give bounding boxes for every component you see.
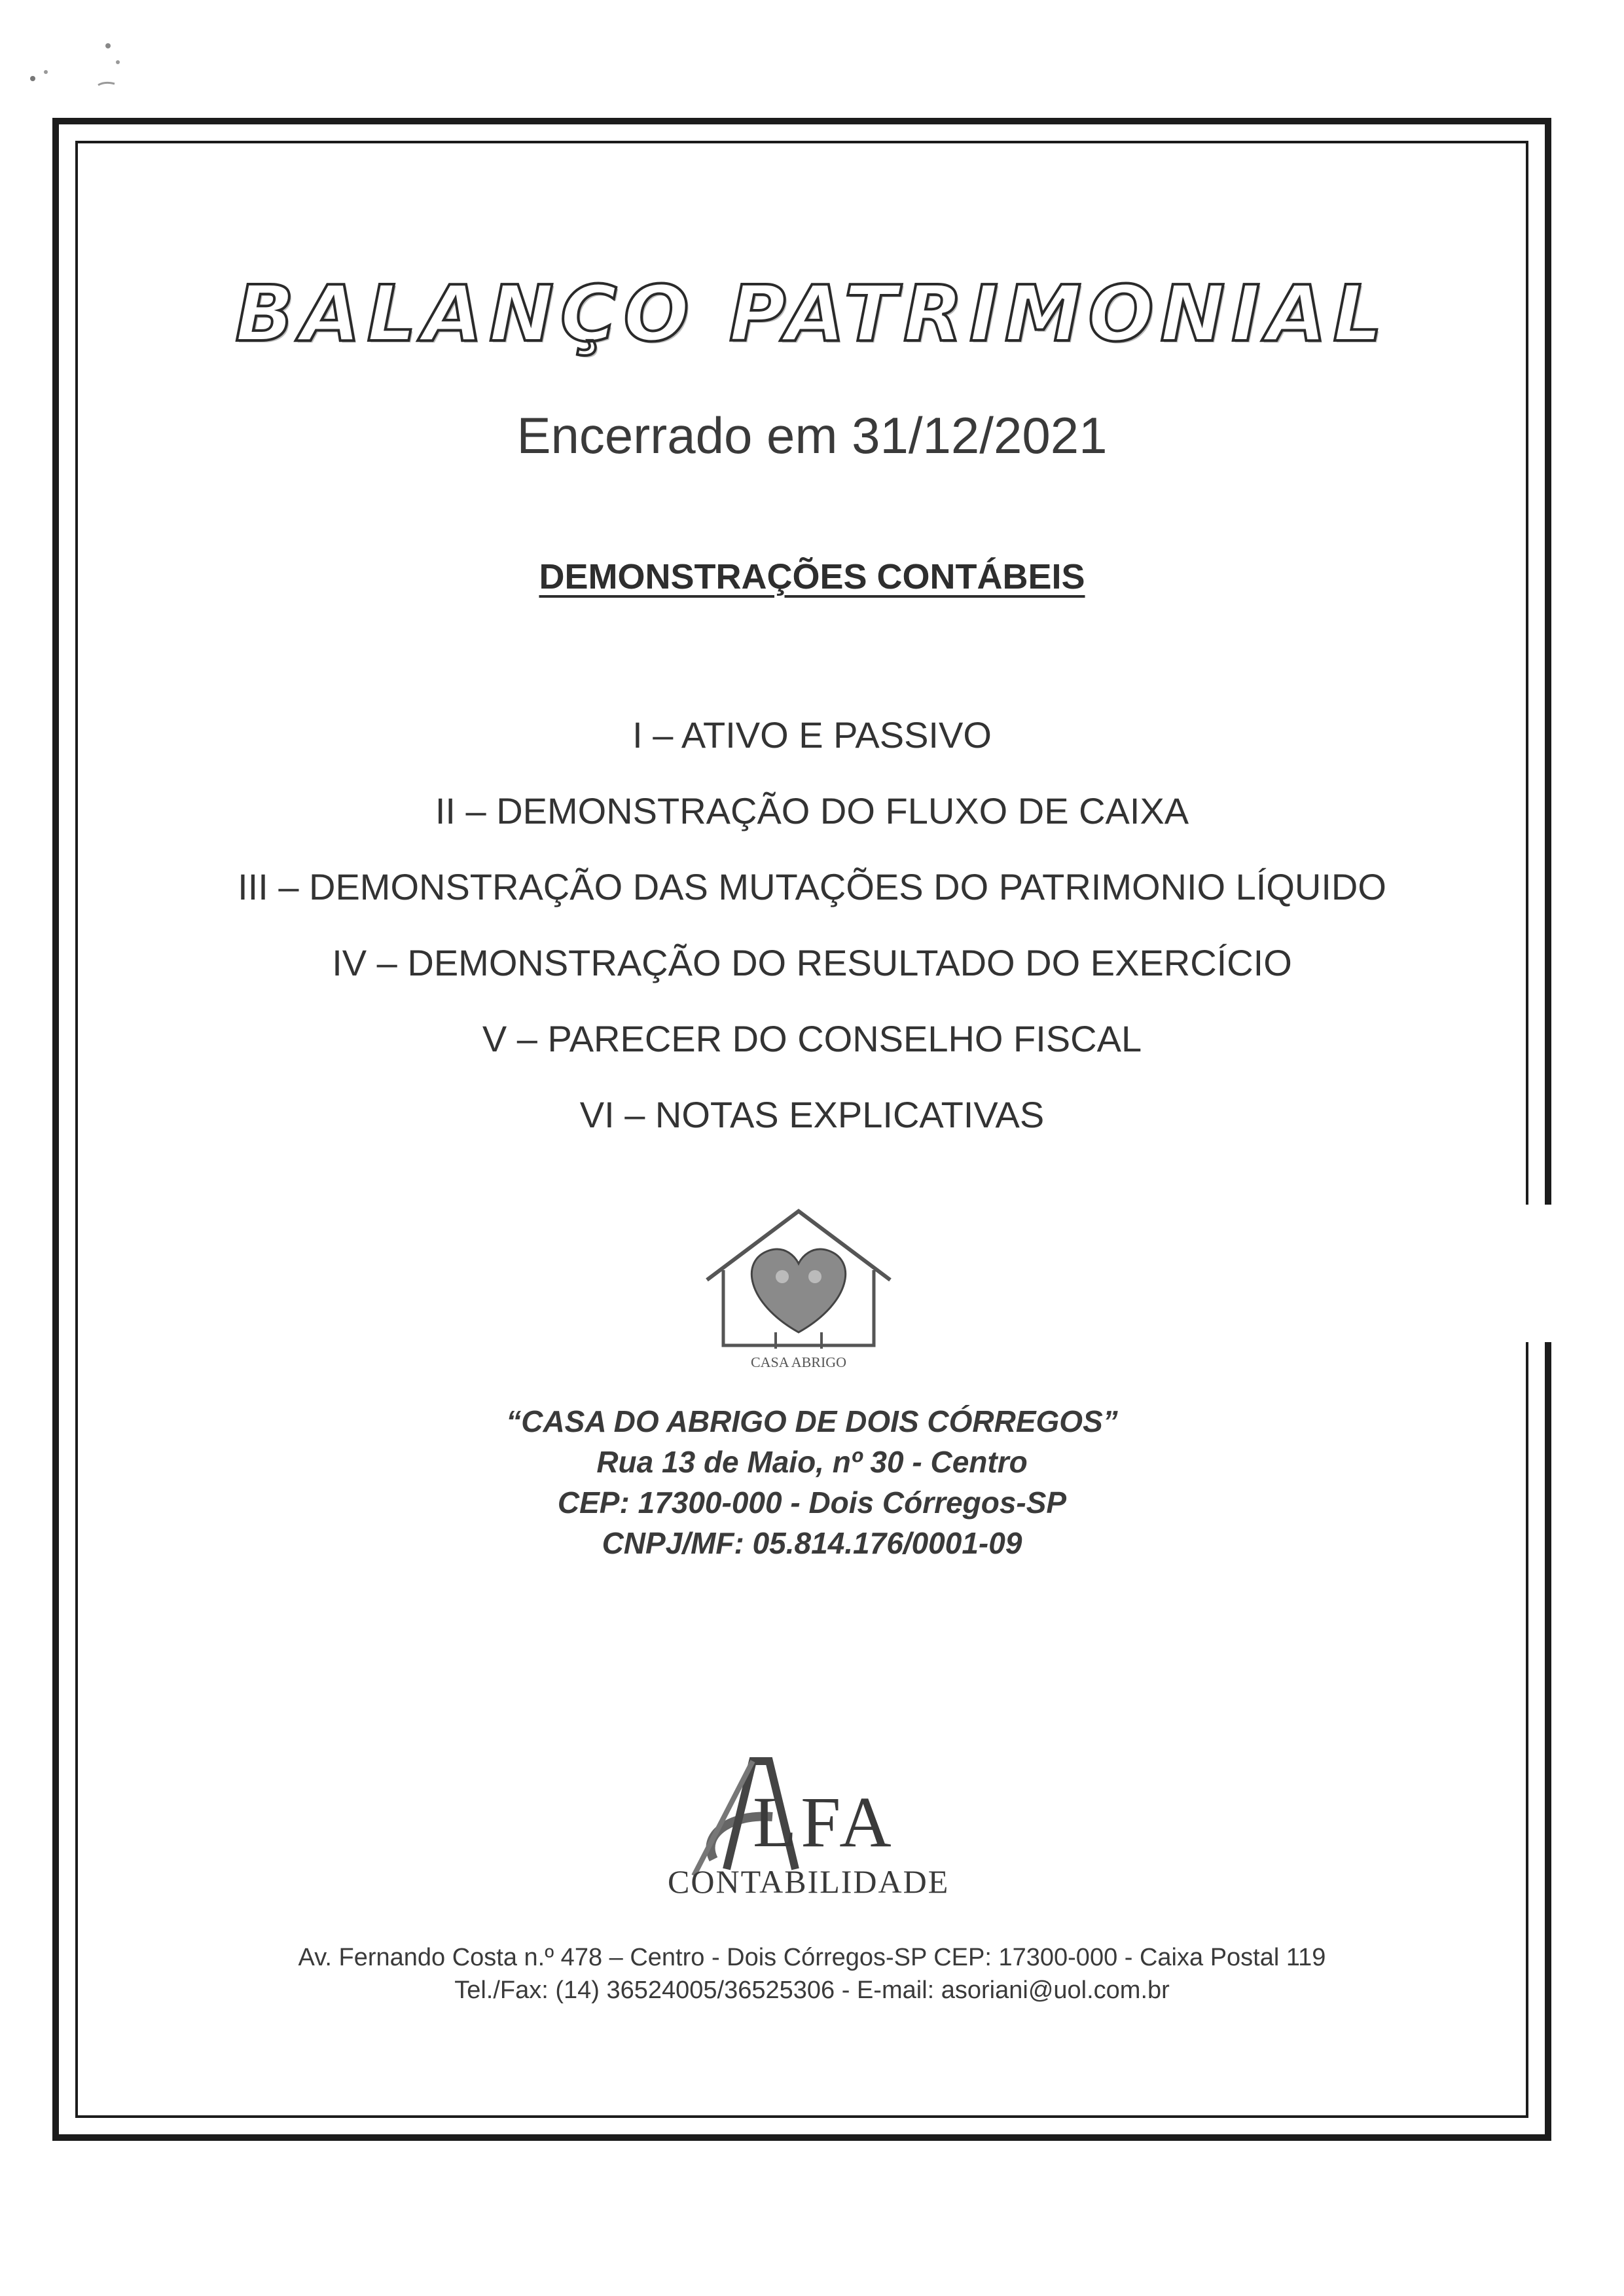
list-item: I – ATIVO E PASSIVO [632, 714, 992, 756]
border-gap [1506, 1205, 1564, 1342]
list-item: V – PARECER DO CONSELHO FISCAL [482, 1018, 1142, 1059]
footer-address: Av. Fernando Costa n.º 478 – Centro - Dois Córregos-SP CEP: 17300-000 - Caixa Postal 119 [298, 1944, 1326, 1971]
scan-specks [20, 33, 131, 105]
list-item: III – DEMONSTRAÇÃO DAS MUTAÇÕES DO PATRIMONIO LÍQUIDO [238, 866, 1386, 907]
organization-name: “CASA DO ABRIGO DE DOIS CÓRREGOS” [506, 1404, 1118, 1438]
list-item: IV – DEMONSTRAÇÃO DO RESULTADO DO EXERCÍCIO [332, 942, 1292, 983]
section-heading-text: DEMONSTRAÇÕES CONTÁBEIS [539, 557, 1085, 596]
organization-cnpj: CNPJ/MF: 05.814.176/0001-09 [602, 1526, 1022, 1560]
list-item: II – DEMONSTRAÇÃO DO FLUXO DE CAIXA [435, 790, 1189, 831]
contents-list [0, 697, 1624, 1153]
alfa-logo-text: LFA [753, 1782, 895, 1862]
document-title: BALANÇO PATRIMONIAL [235, 268, 1389, 359]
organization-address: Rua 13 de Maio, nº 30 - Centro [596, 1445, 1028, 1479]
list-item: VI – NOTAS EXPLICATIVAS [579, 1094, 1045, 1135]
organization-block [0, 1401, 1624, 1563]
logo-caption: CASA ABRIGO [750, 1354, 847, 1370]
footer-contact: Tel./Fax: (14) 36524005/36525306 - E-mail: asoriani@uol.com.br [454, 1977, 1170, 2004]
casa-abrigo-logo [694, 1198, 903, 1375]
section-heading [0, 556, 1624, 597]
footer [0, 1941, 1624, 2007]
organization-cep: CEP: 17300-000 - Dois Córregos-SP [557, 1485, 1067, 1520]
alfa-logo-subtitle: CONTABILIDADE [668, 1863, 950, 1900]
document-subtitle: Encerrado em 31/12/2021 [516, 407, 1108, 464]
